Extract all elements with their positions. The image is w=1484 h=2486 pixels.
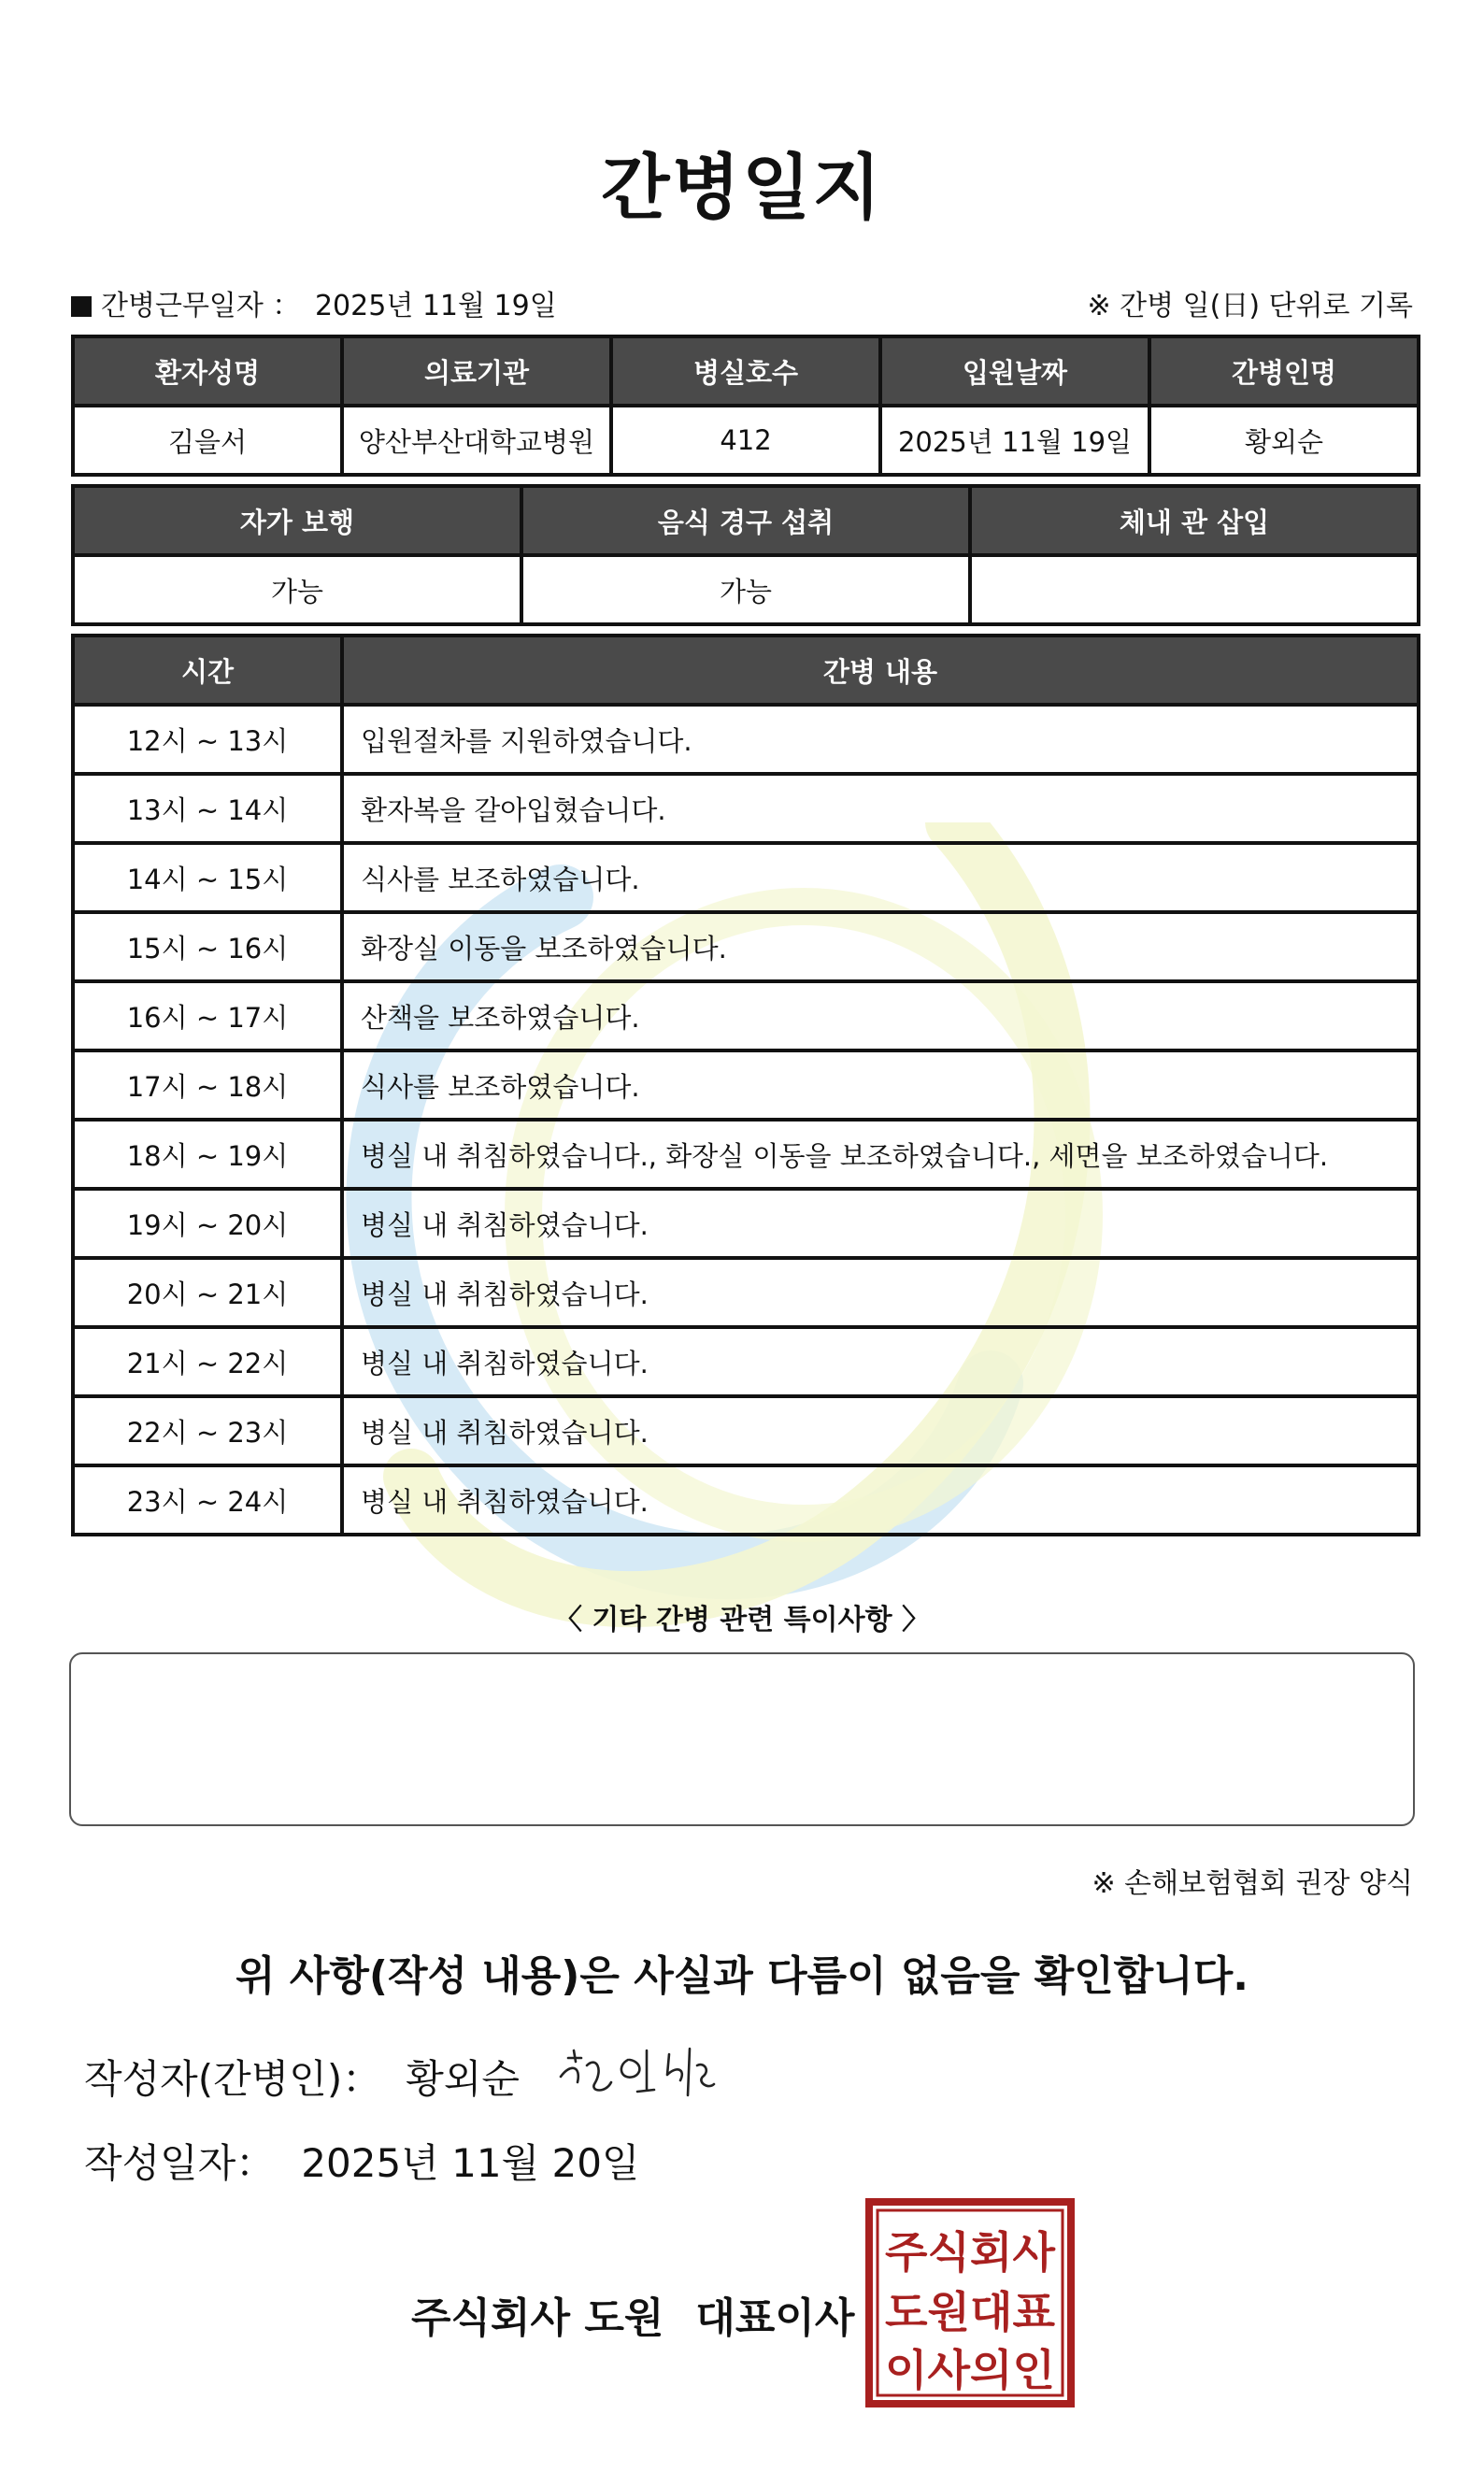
table-row <box>73 705 1419 774</box>
table-row <box>73 912 1419 981</box>
confirmation-statement: 위 사항(작성 내용)은 사실과 다름이 없음을 확인합니다. <box>235 1952 1249 2000</box>
care-content: 산책을 보조하였습니다. <box>342 981 1419 1050</box>
table-row <box>73 1189 1419 1258</box>
company-signoff <box>411 2284 854 2344</box>
work-date-label: 간병근무일자 ： <box>101 290 301 322</box>
svg-text:도원대표: 도원대표 <box>885 2287 1056 2337</box>
handwritten-signature-icon <box>549 2037 736 2112</box>
header-self-walking: 자가 보행 <box>73 486 521 555</box>
header-tube-insertion: 체내 관 삽입 <box>970 486 1419 555</box>
header-oral-intake: 음식 경구 섭취 <box>521 486 970 555</box>
time-slot: 18시 ~ 19시 <box>73 1120 342 1189</box>
time-slot: 12시 ~ 13시 <box>73 705 342 774</box>
written-date-label: 작성일자： <box>84 2140 276 2186</box>
written-date-value: 2025년 11월 20일 <box>301 2140 640 2186</box>
status-value-row <box>73 555 1419 624</box>
caregiver-name: 황외순 <box>1149 406 1419 475</box>
care-content: 병실 내 취침하였습니다. <box>342 1465 1419 1535</box>
header-time: 시간 <box>73 636 342 705</box>
header-room: 병실호수 <box>611 336 880 406</box>
patient-name: 김을서 <box>73 406 342 475</box>
header-admission-date: 입원날짜 <box>880 336 1149 406</box>
header-caregiver-name: 간병인명 <box>1149 336 1419 406</box>
status-header-row <box>73 486 1419 555</box>
time-slot: 20시 ~ 21시 <box>73 1258 342 1327</box>
care-log-table <box>71 634 1420 1536</box>
header-care-content: 간병 내용 <box>342 636 1419 705</box>
oral-intake-value: 가능 <box>521 555 970 624</box>
square-bullet-icon <box>71 296 92 317</box>
work-date-value: 2025년 11월 19일 <box>314 290 557 322</box>
care-content: 병실 내 취침하였습니다., 화장실 이동을 보조하였습니다., 세면을 보조하였습니다. <box>342 1120 1419 1189</box>
care-content: 환자복을 갈아입혔습니다. <box>342 774 1419 843</box>
company-name: 주식회사 도원 <box>411 2294 664 2342</box>
care-content: 병실 내 취침하였습니다. <box>342 1327 1419 1396</box>
written-date-line <box>84 2133 640 2189</box>
company-seal-icon <box>865 2198 1075 2407</box>
care-content: 입원절차를 지원하였습니다. <box>342 705 1419 774</box>
table-row <box>73 1120 1419 1189</box>
form-standard-note: ※ 손해보험협회 권장 양식 <box>1092 1867 1413 1900</box>
time-slot: 15시 ~ 16시 <box>73 912 342 981</box>
writer-line <box>84 2049 520 2105</box>
time-slot: 19시 ~ 20시 <box>73 1189 342 1258</box>
header-hospital: 의료기관 <box>342 336 611 406</box>
care-content: 병실 내 취침하였습니다. <box>342 1396 1419 1465</box>
room-number: 412 <box>611 406 880 475</box>
patient-info-table <box>71 335 1420 477</box>
svg-text:주식회사: 주식회사 <box>885 2227 1056 2278</box>
care-content: 병실 내 취침하였습니다. <box>342 1258 1419 1327</box>
care-header-row <box>73 636 1419 705</box>
company-title: 대표이사 <box>695 2294 855 2342</box>
time-slot: 21시 ~ 22시 <box>73 1327 342 1396</box>
unit-note: ※ 간병 일(日) 단위로 기록 <box>1087 290 1413 322</box>
table-row <box>73 981 1419 1050</box>
tube-insertion-value <box>970 555 1419 624</box>
table-row <box>73 774 1419 843</box>
care-content: 식사를 보조하였습니다. <box>342 843 1419 912</box>
table-row <box>73 1465 1419 1535</box>
patient-value-row <box>73 406 1419 475</box>
time-slot: 22시 ~ 23시 <box>73 1396 342 1465</box>
time-slot: 16시 ~ 17시 <box>73 981 342 1050</box>
writer-label: 작성자(간병인)： <box>84 2056 382 2102</box>
time-slot: 14시 ~ 15시 <box>73 843 342 912</box>
patient-status-table <box>71 484 1420 626</box>
hospital-name: 양산부산대학교병원 <box>342 406 611 475</box>
patient-header-row <box>73 336 1419 406</box>
special-notes-title: 〈 기타 간병 관련 특이사항 〉 <box>553 1604 931 1636</box>
svg-text:이사의인: 이사의인 <box>885 2345 1055 2395</box>
work-date-line <box>71 282 557 323</box>
writer-name: 황외순 <box>406 2056 520 2102</box>
time-slot: 17시 ~ 18시 <box>73 1050 342 1120</box>
care-content: 병실 내 취침하였습니다. <box>342 1189 1419 1258</box>
table-row <box>73 843 1419 912</box>
self-walking-value: 가능 <box>73 555 521 624</box>
table-row <box>73 1258 1419 1327</box>
header-patient-name: 환자성명 <box>73 336 342 406</box>
document-title: 간병일지 <box>601 146 883 229</box>
care-content: 화장실 이동을 보조하였습니다. <box>342 912 1419 981</box>
time-slot: 13시 ~ 14시 <box>73 774 342 843</box>
admission-date: 2025년 11월 19일 <box>880 406 1149 475</box>
care-content: 식사를 보조하였습니다. <box>342 1050 1419 1120</box>
table-row <box>73 1396 1419 1465</box>
special-notes-box <box>69 1652 1415 1826</box>
time-slot: 23시 ~ 24시 <box>73 1465 342 1535</box>
table-row <box>73 1050 1419 1120</box>
table-row <box>73 1327 1419 1396</box>
